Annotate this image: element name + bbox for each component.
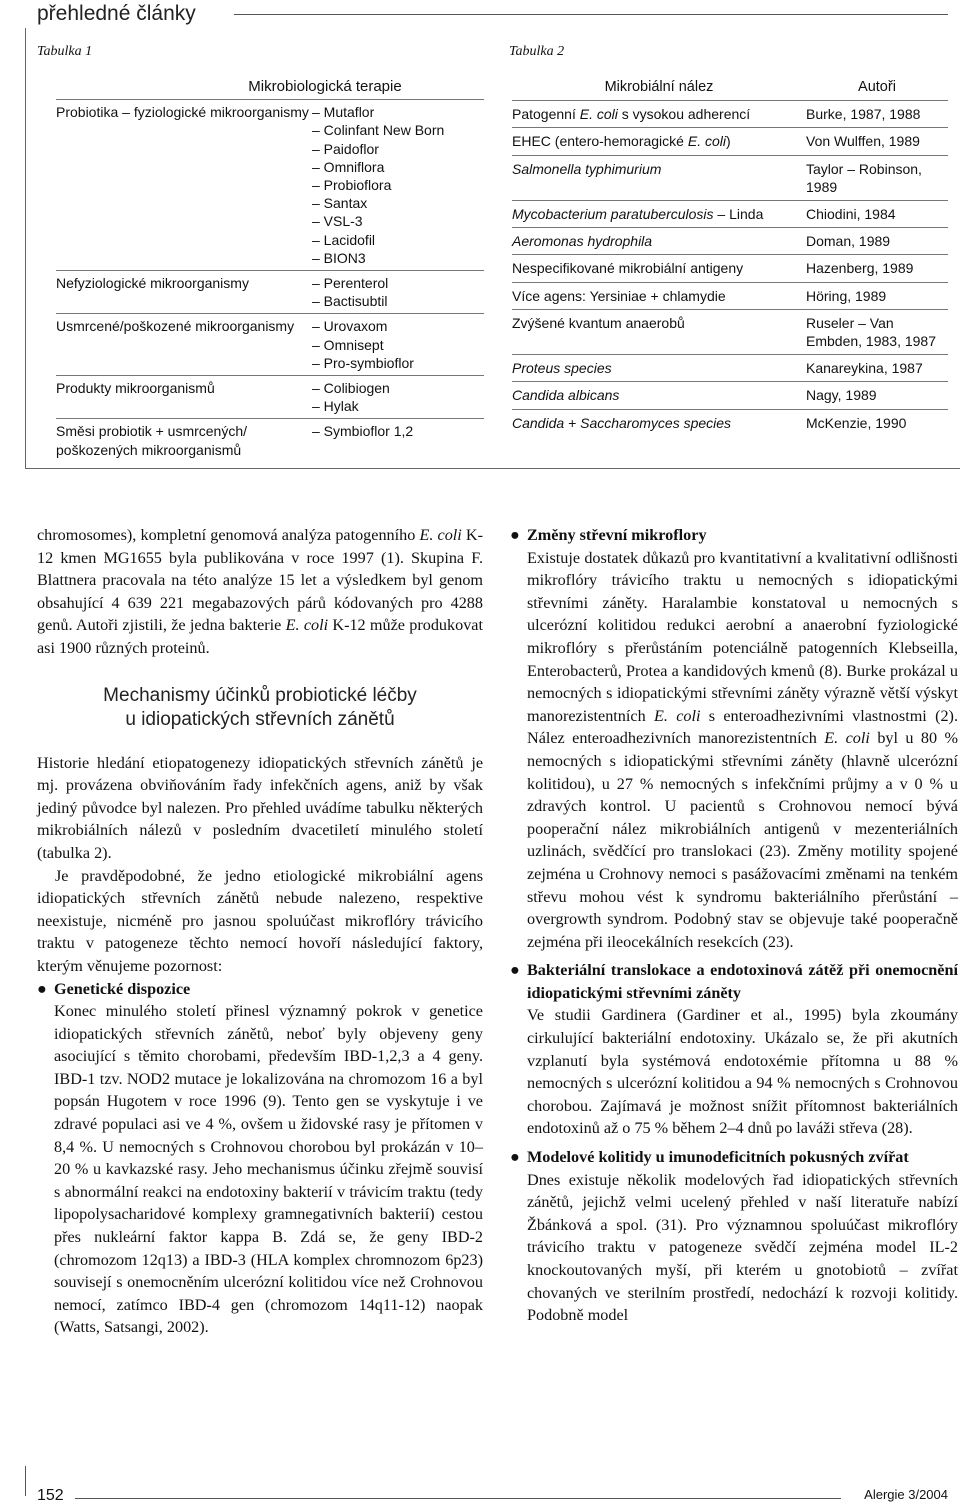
table2-row xyxy=(512,101,948,128)
bullet-text: Ve studii Gardinera (Gardiner et al., 1995) byla zkoumány cirkulující bakteriální endotoxiny. Ukázalo se, že při akutních vzplanutí byla systémová endotoxémie přítomna u 88 % nemocných s ulcerózní kolitidou a 94 % nemocných s Crohnovou chorobou. Zajímavá je možnost snížit přítomnost bakteriálních endotoxinů až o 75 % během 2–4 dnů po laváži střeva (28). xyxy=(527,1006,958,1138)
italic-text: Candida albicans xyxy=(512,387,620,404)
bullet-icon: ● xyxy=(510,961,520,980)
table1-row xyxy=(56,271,484,314)
table2-row xyxy=(512,310,948,355)
table2-caption: Tabulka 2 xyxy=(509,44,565,59)
table2-authors: McKenzie, 1990 xyxy=(806,414,907,431)
bullet-translocation xyxy=(510,959,958,1140)
table1-row xyxy=(56,100,484,271)
table2-row xyxy=(512,382,948,409)
table2-authors: Doman, 1989 xyxy=(806,233,891,250)
journal-name: Alergie 3/2004 xyxy=(864,1487,948,1502)
section-title-line-2: u idiopatických střevních zánětů xyxy=(125,708,395,730)
section-title-line-1: Mechanismy účinků probiotické léčby xyxy=(103,684,417,706)
table1-items: – Mutaflor – Colinfant New Born – Paidoflor – Omniflora – Probioflora – Santax – VSL-3 – Lacidofil – BION3 xyxy=(312,104,445,266)
table2-row xyxy=(512,228,948,255)
table2-row xyxy=(512,156,948,201)
table1-category: Produkty mikroorganismů xyxy=(56,380,215,397)
table2-finding xyxy=(512,160,806,196)
text: Existuje dostatek důkazů pro kvantitativní a kvalitativní odlišnosti mikroflóry trávicího traktu u nemocných s idiopatickými střevními záněty. Haralambie konstatoval u nemocných s ulcerózní kolitidou redukci aerobní a anaerobní fyziologické mikroflóry s přerůstáním potenciálně patogenních Klebseilla, Enterobacterů, Protea a kandidových kmenů (8). Burke prokázal u nemocných s idiopatickými střevními záněty výrazně větší výskyt manorezistentních xyxy=(527,548,958,725)
table2-row xyxy=(512,410,948,436)
table2-authors: Taylor – Robinson, 1989 xyxy=(806,160,922,195)
table2-finding xyxy=(512,105,806,123)
table1-heading: Mikrobiologická terapie xyxy=(56,78,484,100)
frame-left-line xyxy=(25,28,26,468)
right-column xyxy=(510,524,958,1327)
text: byl u 80 % nemocných s idiopatickými střevními záněty (hlavně ulcerózní kolitidou), u 27 % nemocných s infekčními průjmy a v 0 % u zdravých kontrol. U pacientů s Crohnovou nemocí bývá pooperační nález mikrobiálních antigenů v mezenteriálních uzlinách, svědčící pro translokaci (23). Změny motility spojené zejména u Crohnovy nemoci s pasážovacími změnami na tenkém střevu mohou vést k syndromu bakteriálního přerůstání – overgrowth syndrom. Podobný stav se objevuje také pooperačně zejména při ileocekálních resekcích (23). xyxy=(527,729,958,951)
table2-authors: Ruseler – Van Embden, 1983, 1987 xyxy=(806,314,936,350)
footer-rule xyxy=(75,1498,841,1499)
text: Zvýšené kvantum anaerobů xyxy=(512,314,685,331)
table1-category: Směsi probiotik + usmrcených/ poškozených mikroorganismů xyxy=(56,423,248,458)
text: – Linda xyxy=(713,206,764,223)
table1-items: – Perenterol – Bactisubtil xyxy=(312,275,389,310)
col-header-authors: Autoři xyxy=(858,79,896,95)
frame-bottom-line xyxy=(25,468,960,469)
italic-text: E. coli xyxy=(285,616,329,635)
paragraph-factors: Je pravděpodobné, že jedno etiologické mikrobiální agens idiopatických střevních zánětů nebude nalezeno, respektive neexistuje, nicméně pro jasnou spoluúčast mikroflóry trávicího traktu v patogeneze těchto nemocí hovoří následující faktory, kterým věnujeme pozornost: xyxy=(37,866,483,975)
table2-authors: Chiodini, 1984 xyxy=(806,206,896,223)
table1-category: Usmrcené/poškozené mikroorganismy xyxy=(56,318,295,335)
table1-items: – Symbioflor 1,2 xyxy=(312,423,414,440)
table2-authors: Burke, 1987, 1988 xyxy=(806,106,921,123)
italic-text: E. coli xyxy=(579,106,618,123)
paragraph-history: Historie hledání etiopatogenezy idiopatických střevních zánětů je mj. provázena obviňováním řady infekčních agens, aniž by však jediný původce byl nalezen. Pro přehled uvádíme tabulku některých mikrobiálních nálezů v posledním dvacetiletí minulého století (tabulka 2). xyxy=(37,753,483,862)
table2-authors: Höring, 1989 xyxy=(806,287,887,304)
table2 xyxy=(512,78,948,436)
table2-authors: Kanareykina, 1987 xyxy=(806,360,923,377)
table2-header xyxy=(512,78,948,101)
text: ) xyxy=(725,133,731,150)
section-title xyxy=(37,684,483,732)
italic-text: E. coli xyxy=(419,526,462,544)
table1-category: Probiotika – fyziologické mikroorganismy xyxy=(56,104,309,121)
table1-row xyxy=(56,419,484,461)
text: K-12 může produkovat asi 1900 různých proteinů. xyxy=(37,616,483,657)
left-column xyxy=(37,524,483,1339)
italic-text: E. coli xyxy=(824,729,870,748)
bullet-title: Bakteriální translokace a endotoxinová zátěž při onemocnění idiopatickými střevními záněty xyxy=(527,961,958,1002)
table1-body xyxy=(56,100,484,462)
bullet-text: Konec minulého století přinesl významný pokrok v genetice idiopatických střevních zánětů, neboť byly objeveny geny asociující s těmito chorobami, především IBD-1,2,3 a 4 geny. IBD-1 tzv. NOD2 mutace je lokalizována na chromozom 16 a byl popsán Hugotem v roce 1996 (9). Tento gen se vyskytuje i ve zdravé populaci asi ve 4 %, ovšem u židovské rasy je přítomen v 8,4 %. U nemocných s Crohnovou chorobou byl prokázán v 10–20 % u kavkazské rasy. Jeho mechanismus účinku zřejmě souvisí s abnormální reakci na endotoxiny bakterií v trávicím traktu (tedy lipopolysacharidové komplexy gramnegativních bakterií) cestou přes nukleární faktor kappa B. Zdá se, že geny IBD-2 (chromozom 12q13) a IBD-3 (HLA komplex chromnozom 6p23) souvisejí s onemocněním ulcerózní kolitidou více než Crohnovou nemocí, zatímco IBD-4 gen (chromozom 14q11-12) naopak (Watts, Satsangi, 2002). xyxy=(54,1002,483,1337)
footer-divider xyxy=(25,1466,26,1496)
text: K-12 kmen MG1655 byla publikována v roce 1997 (1). Skupina F. Blattnera pracovala na této analýze 15 let a výsledkem byl genom obsahující 4 639 221 megabazových párů kódovaných pro 4288 genů. Autoři zjistili, že jedna bakterie xyxy=(37,526,483,635)
table2-finding xyxy=(512,259,806,277)
text: Nespecifikované mikrobiální antigeny xyxy=(512,260,744,277)
table2-finding xyxy=(512,132,806,150)
text: s enteroadhezivními vlastnostmi (2). Nález enteroadhezivních manorezistentních xyxy=(527,706,958,748)
text: EHEC (entero-hemoragické xyxy=(512,133,688,150)
italic-text: Aeromonas hydrophila xyxy=(512,233,653,250)
table1-items: – Urovaxom – Omnisept – Pro-symbioflor xyxy=(312,318,414,371)
table2-body xyxy=(512,101,948,436)
table2-finding xyxy=(512,386,806,404)
table2-authors: Nagy, 1989 xyxy=(806,387,877,404)
table1-row xyxy=(56,314,484,376)
table2-row xyxy=(512,283,948,310)
table2-finding xyxy=(512,205,806,223)
text: chromosomes), kompletní genomová analýza patogenního xyxy=(37,526,420,544)
table2-row xyxy=(512,201,948,228)
page-number: 152 xyxy=(37,1487,64,1504)
italic-text: Proteus species xyxy=(512,360,612,377)
bullet-icon: ● xyxy=(510,526,520,544)
bullet-icon: ● xyxy=(510,1148,520,1167)
table2-finding xyxy=(512,414,806,432)
paragraph-intro xyxy=(37,524,483,660)
bullet-title: Modelové kolitidy u imunodeficitních pokusných zvířat xyxy=(527,1148,909,1167)
bullet-models xyxy=(510,1146,958,1327)
table1-caption: Tabulka 1 xyxy=(37,44,93,59)
table2-authors: Von Wulffen, 1989 xyxy=(806,133,920,150)
bullet-microflora xyxy=(510,524,958,953)
table2-finding xyxy=(512,232,806,250)
table1-items: – Colibiogen – Hylak xyxy=(312,380,390,415)
table2-finding xyxy=(512,359,806,377)
section-header: přehledné články xyxy=(37,2,196,25)
text: Patogenní xyxy=(512,106,580,123)
bullet-text xyxy=(527,547,958,954)
table2-finding xyxy=(512,287,806,305)
italic-text: Salmonella typhimurium xyxy=(512,160,662,177)
bullet-title: Genetické dispozice xyxy=(54,979,191,998)
italic-text: E. coli xyxy=(687,133,726,150)
col-header-finding: Mikrobiální nález xyxy=(604,79,714,95)
table2-row xyxy=(512,355,948,382)
table1-row xyxy=(56,376,484,419)
table2-row xyxy=(512,128,948,155)
header-rule xyxy=(234,14,948,15)
italic-text: E. coli xyxy=(653,706,701,725)
table2-finding xyxy=(512,314,806,350)
bullet-title: Změny střevní mikroflory xyxy=(527,526,707,544)
table2-authors: Hazenberg, 1989 xyxy=(806,260,914,277)
table2-row xyxy=(512,255,948,282)
text: Více agens: Yersiniae + chlamydie xyxy=(512,287,726,304)
table1 xyxy=(56,78,484,462)
bullet-text: Dnes existuje několik modelových řad idiopatických střevních zánětů, jejichž velmi ucelený přehled v naší literatuře nabízí Žbánková a spol. (31). Pro významnou spoluúčast mikroflóry trávicího traktu v patogeneze svědčí zejména model IL-2 knockoutovaných myší, při kterém u gnotobiotů – zvířat chovaných ve sterilním prostředí, nedochází k rozvoji kolitidy. Podobně model xyxy=(527,1170,958,1325)
italic-text: Candida + Saccharomyces species xyxy=(512,414,732,431)
table1-category: Nefyziologické mikroorganismy xyxy=(56,275,249,292)
bullet-icon: ● xyxy=(37,979,47,998)
italic-text: Mycobacterium paratuberculosis xyxy=(512,206,714,223)
bullet-genetics xyxy=(37,978,483,1340)
text: s vysokou adherencí xyxy=(617,106,751,123)
